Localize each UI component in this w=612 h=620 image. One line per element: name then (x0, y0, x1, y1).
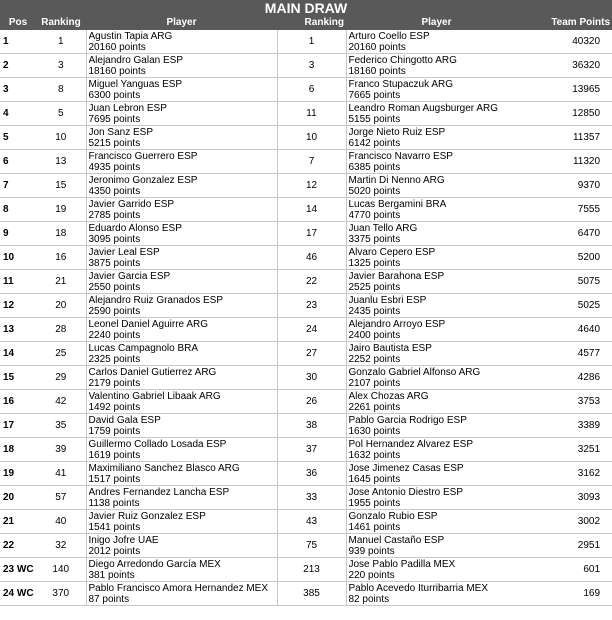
player-1-cell (86, 294, 277, 318)
player-2-name: Jairo Bautista ESP (348, 342, 432, 354)
table-title: MAIN DRAW (0, 0, 612, 16)
player-2-name: Leandro Roman Augsburger ARG (348, 102, 499, 114)
table-row (0, 126, 612, 150)
ranking-2-cell: 6 (277, 78, 346, 102)
player-2-points: 20160 points (348, 41, 406, 53)
player-2-points: 18160 points (348, 65, 406, 77)
player-2-cell (346, 294, 527, 318)
player-2-points: 2107 points (348, 377, 401, 389)
header-row (0, 16, 612, 30)
player-1-cell (86, 366, 277, 390)
table-row (0, 318, 612, 342)
header-team-points: Team Points (527, 16, 612, 30)
player-1-points: 2325 points (88, 353, 141, 365)
player-2-cell (346, 534, 527, 558)
ranking-2-cell: 37 (277, 438, 346, 462)
table-row (0, 534, 612, 558)
player-2-name: Manuel Castaño ESP (348, 534, 445, 546)
ranking-2-cell: 38 (277, 414, 346, 438)
team-points-cell: 2951 (527, 534, 612, 558)
player-2-points: 6385 points (348, 161, 401, 173)
player-2-points: 2435 points (348, 305, 401, 317)
team-points-cell: 3389 (527, 414, 612, 438)
player-1-points: 1759 points (88, 425, 141, 437)
team-points-cell: 3753 (527, 390, 612, 414)
player-1-points: 87 points (88, 593, 130, 605)
player-1-cell (86, 558, 277, 582)
table-row (0, 270, 612, 294)
team-points-cell: 601 (527, 558, 612, 582)
ranking-1-cell: 41 (36, 462, 86, 486)
ranking-2-cell: 14 (277, 198, 346, 222)
table-row (0, 102, 612, 126)
ranking-1-cell: 19 (36, 198, 86, 222)
ranking-1-cell: 29 (36, 366, 86, 390)
ranking-2-cell: 26 (277, 390, 346, 414)
pos-cell: 17 (0, 414, 36, 438)
player-2-points: 2261 points (348, 401, 401, 413)
player-2-cell (346, 342, 527, 366)
player-2-name: Francisco Navarro ESP (348, 150, 453, 162)
player-1-cell (86, 246, 277, 270)
ranking-1-cell: 370 (36, 582, 86, 606)
pos-cell: 9 (0, 222, 36, 246)
table-row (0, 150, 612, 174)
player-1-cell (86, 414, 277, 438)
player-2-name: Jose Antonio Diestro ESP (348, 486, 464, 498)
ranking-2-cell: 46 (277, 246, 346, 270)
player-2-points: 2252 points (348, 353, 401, 365)
player-2-cell (346, 462, 527, 486)
table-row (0, 582, 612, 606)
table-row (0, 510, 612, 534)
ranking-2-cell: 36 (277, 462, 346, 486)
ranking-1-cell: 13 (36, 150, 86, 174)
ranking-2-cell: 11 (277, 102, 346, 126)
pos-cell: 23 WC (0, 558, 36, 582)
player-1-cell (86, 54, 277, 78)
player-2-cell (346, 438, 527, 462)
player-1-name: Andres Fernandez Lancha ESP (88, 486, 230, 498)
player-2-name: Juan Tello ARG (348, 222, 418, 234)
player-1-points: 2240 points (88, 329, 141, 341)
ranking-2-cell: 12 (277, 174, 346, 198)
pos-cell: 2 (0, 54, 36, 78)
player-1-points: 18160 points (88, 65, 146, 77)
player-1-name: Javier Leal ESP (88, 246, 160, 258)
pos-cell: 5 (0, 126, 36, 150)
team-points-cell: 5075 (527, 270, 612, 294)
player-1-name: David Gala ESP (88, 414, 161, 426)
player-1-name: Maximiliano Sanchez Blasco ARG (88, 462, 240, 474)
player-2-cell (346, 78, 527, 102)
player-2-points: 939 points (348, 545, 395, 557)
player-1-points: 7695 points (88, 113, 141, 125)
player-2-name: Lucas Bergamini BRA (348, 198, 447, 210)
player-1-name: Miguel Yanguas ESP (88, 78, 183, 90)
player-2-name: Pablo Acevedo Iturribarria MEX (348, 582, 489, 594)
ranking-1-cell: 28 (36, 318, 86, 342)
player-1-points: 5215 points (88, 137, 141, 149)
player-1-name: Inigo Jofre UAE (88, 534, 159, 546)
ranking-1-cell: 15 (36, 174, 86, 198)
player-2-cell (346, 102, 527, 126)
player-2-name: Jorge Nieto Ruiz ESP (348, 126, 446, 138)
player-2-points: 2400 points (348, 329, 401, 341)
player-1-cell (86, 462, 277, 486)
ranking-1-cell: 1 (36, 30, 86, 54)
player-1-cell (86, 318, 277, 342)
pos-cell: 22 (0, 534, 36, 558)
team-points-cell: 169 (527, 582, 612, 606)
team-points-cell: 11320 (527, 150, 612, 174)
pos-cell: 21 (0, 510, 36, 534)
player-1-points: 1138 points (88, 497, 140, 509)
player-1-cell (86, 582, 277, 606)
ranking-1-cell: 32 (36, 534, 86, 558)
player-1-name: Javier Garrido ESP (88, 198, 175, 210)
player-1-name: Guillermo Collado Losada ESP (88, 438, 227, 450)
pos-cell: 6 (0, 150, 36, 174)
table-row (0, 174, 612, 198)
pos-cell: 11 (0, 270, 36, 294)
player-1-cell (86, 438, 277, 462)
team-points-cell: 12850 (527, 102, 612, 126)
header-player-2: Player (346, 16, 527, 30)
player-1-points: 2012 points (88, 545, 141, 557)
ranking-1-cell: 5 (36, 102, 86, 126)
team-points-cell: 6470 (527, 222, 612, 246)
ranking-1-cell: 20 (36, 294, 86, 318)
table-row (0, 438, 612, 462)
pos-cell: 7 (0, 174, 36, 198)
ranking-1-cell: 8 (36, 78, 86, 102)
player-2-name: Pablo Garcia Rodrigo ESP (348, 414, 467, 426)
pos-cell: 14 (0, 342, 36, 366)
player-1-name: Alejandro Galan ESP (88, 54, 184, 66)
team-points-cell: 3251 (527, 438, 612, 462)
table-row (0, 390, 612, 414)
ranking-1-cell: 10 (36, 126, 86, 150)
player-1-name: Agustin Tapia ARG (88, 30, 173, 42)
ranking-2-cell: 17 (277, 222, 346, 246)
table-row (0, 78, 612, 102)
table-row (0, 198, 612, 222)
table-row (0, 414, 612, 438)
player-2-name: Jose Jimenez Casas ESP (348, 462, 464, 474)
player-2-cell (346, 270, 527, 294)
player-2-name: Arturo Coello ESP (348, 30, 430, 42)
player-2-points: 4770 points (348, 209, 401, 221)
team-points-cell: 7555 (527, 198, 612, 222)
player-2-name: Jose Pablo Padilla MEX (348, 558, 456, 570)
header-ranking-2: Ranking (277, 16, 346, 30)
player-1-name: Javier Garcia ESP (88, 270, 171, 282)
player-2-cell (346, 486, 527, 510)
ranking-2-cell: 43 (277, 510, 346, 534)
player-1-cell (86, 102, 277, 126)
player-2-name: Alvaro Cepero ESP (348, 246, 436, 258)
pos-cell: 10 (0, 246, 36, 270)
table-row (0, 246, 612, 270)
pos-cell: 18 (0, 438, 36, 462)
player-1-cell (86, 222, 277, 246)
player-1-name: Pablo Francisco Amora Hernandez MEX (88, 582, 269, 594)
player-1-cell (86, 78, 277, 102)
player-2-cell (346, 30, 527, 54)
team-points-cell: 40320 (527, 30, 612, 54)
ranking-2-cell: 75 (277, 534, 346, 558)
player-1-points: 3095 points (88, 233, 141, 245)
team-points-cell: 3093 (527, 486, 612, 510)
table-row (0, 342, 612, 366)
player-2-points: 1955 points (348, 497, 401, 509)
player-1-cell (86, 174, 277, 198)
player-2-points: 5155 points (348, 113, 401, 125)
header-player-1: Player (86, 16, 277, 30)
player-1-name: Alejandro Ruiz Granados ESP (88, 294, 224, 306)
player-2-name: Javier Barahona ESP (348, 270, 445, 282)
player-1-points: 3875 points (88, 257, 141, 269)
ranking-2-cell: 3 (277, 54, 346, 78)
pos-cell: 13 (0, 318, 36, 342)
team-points-cell: 5025 (527, 294, 612, 318)
team-points-cell: 36320 (527, 54, 612, 78)
pos-cell: 4 (0, 102, 36, 126)
team-points-cell: 4286 (527, 366, 612, 390)
player-2-cell (346, 126, 527, 150)
pos-cell: 8 (0, 198, 36, 222)
player-2-cell (346, 246, 527, 270)
player-1-name: Leonel Daniel Aguirre ARG (88, 318, 209, 330)
player-2-cell (346, 318, 527, 342)
player-1-points: 4350 points (88, 185, 141, 197)
player-2-name: Gonzalo Gabriel Alfonso ARG (348, 366, 481, 378)
ranking-1-cell: 25 (36, 342, 86, 366)
player-1-cell (86, 150, 277, 174)
player-2-points: 1645 points (348, 473, 401, 485)
player-1-points: 2179 points (88, 377, 141, 389)
player-2-cell (346, 198, 527, 222)
player-2-points: 82 points (348, 593, 390, 605)
team-points-cell: 11357 (527, 126, 612, 150)
player-2-cell (346, 222, 527, 246)
player-2-cell (346, 174, 527, 198)
player-2-cell (346, 558, 527, 582)
ranking-2-cell: 7 (277, 150, 346, 174)
ranking-1-cell: 42 (36, 390, 86, 414)
title-row (0, 0, 612, 16)
ranking-1-cell: 16 (36, 246, 86, 270)
player-1-points: 6300 points (88, 89, 141, 101)
player-1-points: 20160 points (88, 41, 146, 53)
ranking-2-cell: 1 (277, 30, 346, 54)
pos-cell: 1 (0, 30, 36, 54)
player-2-points: 2525 points (348, 281, 401, 293)
ranking-2-cell: 23 (277, 294, 346, 318)
player-2-name: Franco Stupaczuk ARG (348, 78, 453, 90)
player-1-points: 2785 points (88, 209, 141, 221)
pos-cell: 15 (0, 366, 36, 390)
player-2-cell (346, 54, 527, 78)
ranking-2-cell: 10 (277, 126, 346, 150)
player-2-points: 7665 points (348, 89, 401, 101)
team-points-cell: 4640 (527, 318, 612, 342)
player-2-points: 3375 points (348, 233, 401, 245)
table-row (0, 222, 612, 246)
player-2-cell (346, 150, 527, 174)
team-points-cell: 4577 (527, 342, 612, 366)
player-1-cell (86, 270, 277, 294)
ranking-2-cell: 24 (277, 318, 346, 342)
ranking-1-cell: 39 (36, 438, 86, 462)
ranking-2-cell: 33 (277, 486, 346, 510)
pos-cell: 24 WC (0, 582, 36, 606)
player-2-name: Alex Chozas ARG (348, 390, 429, 402)
player-2-name: Federico Chingotto ARG (348, 54, 457, 66)
ranking-2-cell: 22 (277, 270, 346, 294)
player-2-points: 1325 points (348, 257, 401, 269)
team-points-cell: 5200 (527, 246, 612, 270)
ranking-1-cell: 18 (36, 222, 86, 246)
player-2-cell (346, 414, 527, 438)
player-1-points: 2550 points (88, 281, 141, 293)
player-1-name: Eduardo Alonso ESP (88, 222, 182, 234)
player-1-name: Juan Lebron ESP (88, 102, 167, 114)
player-1-cell (86, 510, 277, 534)
ranking-1-cell: 40 (36, 510, 86, 534)
ranking-2-cell: 27 (277, 342, 346, 366)
player-2-name: Alejandro Arroyo ESP (348, 318, 446, 330)
player-1-points: 1619 points (88, 449, 141, 461)
player-2-points: 1461 points (348, 521, 401, 533)
pos-cell: 19 (0, 462, 36, 486)
pos-cell: 20 (0, 486, 36, 510)
player-2-name: Martin Di Nenno ARG (348, 174, 445, 186)
team-points-cell: 13965 (527, 78, 612, 102)
player-2-points: 1632 points (348, 449, 401, 461)
player-1-cell (86, 534, 277, 558)
player-1-cell (86, 390, 277, 414)
team-points-cell: 9370 (527, 174, 612, 198)
player-2-points: 5020 points (348, 185, 401, 197)
player-1-points: 2590 points (88, 305, 141, 317)
player-1-name: Javier Ruiz Gonzalez ESP (88, 510, 206, 522)
pos-cell: 16 (0, 390, 36, 414)
player-2-points: 6142 points (348, 137, 401, 149)
player-1-name: Valentino Gabriel Libaak ARG (88, 390, 221, 402)
player-1-cell (86, 198, 277, 222)
table-row (0, 558, 612, 582)
player-2-points: 220 points (348, 569, 395, 581)
player-1-cell (86, 30, 277, 54)
table-row (0, 486, 612, 510)
player-2-cell (346, 390, 527, 414)
player-2-cell (346, 582, 527, 606)
player-1-points: 1517 points (88, 473, 141, 485)
pos-cell: 3 (0, 78, 36, 102)
player-1-cell (86, 126, 277, 150)
player-1-cell (86, 486, 277, 510)
ranking-1-cell: 3 (36, 54, 86, 78)
team-points-cell: 3162 (527, 462, 612, 486)
ranking-1-cell: 35 (36, 414, 86, 438)
player-2-name: Pol Hernandez Alvarez ESP (348, 438, 474, 450)
player-1-name: Diego Arredondo García MEX (88, 558, 221, 570)
player-2-name: Juanlu Esbri ESP (348, 294, 427, 306)
player-1-name: Jon Sanz ESP (88, 126, 153, 138)
player-2-name: Gonzalo Rubio ESP (348, 510, 438, 522)
team-points-cell: 3002 (527, 510, 612, 534)
table-row (0, 366, 612, 390)
player-1-name: Carlos Daniel Gutierrez ARG (88, 366, 217, 378)
player-1-name: Lucas Campagnolo BRA (88, 342, 199, 354)
table-row (0, 462, 612, 486)
ranking-2-cell: 30 (277, 366, 346, 390)
player-1-cell (86, 342, 277, 366)
ranking-1-cell: 140 (36, 558, 86, 582)
table-row (0, 294, 612, 318)
table-row (0, 54, 612, 78)
player-1-points: 1492 points (88, 401, 141, 413)
header-pos: Pos (0, 16, 36, 30)
ranking-1-cell: 21 (36, 270, 86, 294)
player-1-name: Francisco Guerrero ESP (88, 150, 198, 162)
pos-cell: 12 (0, 294, 36, 318)
ranking-2-cell: 385 (277, 582, 346, 606)
player-1-points: 4935 points (88, 161, 141, 173)
header-ranking-1: Ranking (36, 16, 86, 30)
table-row (0, 30, 612, 54)
player-1-points: 381 points (88, 569, 135, 581)
player-1-points: 1541 points (88, 521, 141, 533)
ranking-1-cell: 57 (36, 486, 86, 510)
ranking-2-cell: 213 (277, 558, 346, 582)
player-2-cell (346, 366, 527, 390)
player-2-cell (346, 510, 527, 534)
player-1-name: Jeronimo Gonzalez ESP (88, 174, 198, 186)
player-2-points: 1630 points (348, 425, 401, 437)
